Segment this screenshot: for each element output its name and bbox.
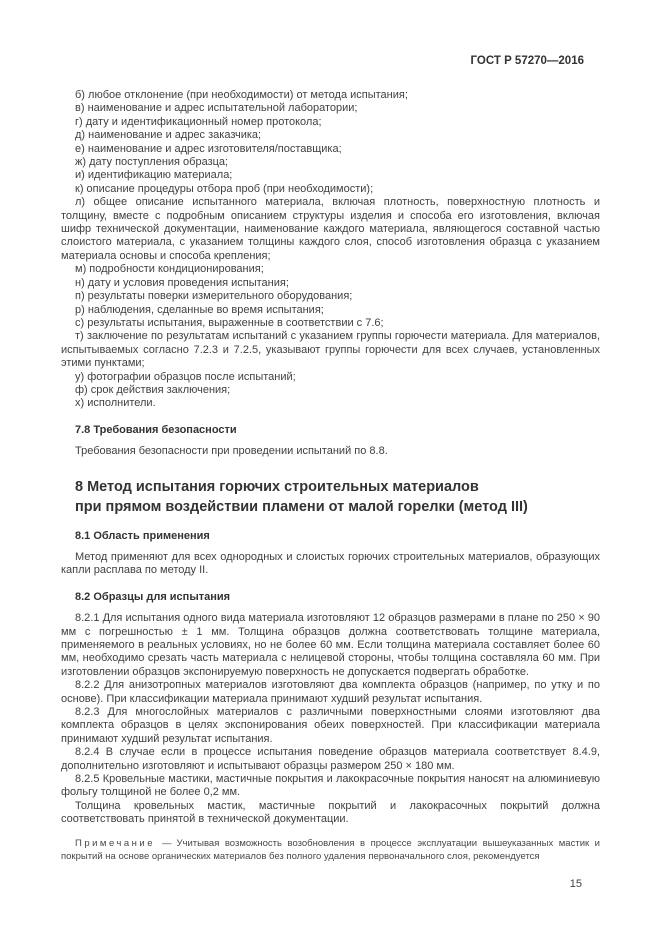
report-item: у) фотографии образцов после испытаний; bbox=[75, 370, 296, 383]
report-item: г) дату и идентификационный номер протокола; bbox=[75, 115, 322, 128]
section-8-2-paragraph: 8.2.5 Кровельные мастики, мастичные покрытия и лакокрасочные покрытия наносят на алюминиевую фольгу толщиной не более 0,2 мм. bbox=[61, 773, 600, 799]
section-8-2-paragraph: Толщина кровельных мастик, мастичные покрытий и лакокрасочных покрытий должна соответствовать принятой в технической документации. bbox=[61, 799, 600, 826]
section-8-heading-line1: 8 Метод испытания горючих строительных материалов bbox=[75, 478, 479, 495]
report-item: п) результаты поверки измерительного оборудования; bbox=[75, 290, 353, 303]
report-item: с) результаты испытания, выраженные в соответствии с 7.6; bbox=[75, 316, 384, 329]
report-item: х) исполнители. bbox=[75, 397, 156, 410]
report-item: н) дату и условия проведения испытания; bbox=[75, 276, 289, 289]
section-8-heading-line2: при прямом воздействии пламени от малой горелки (метод III) bbox=[75, 498, 528, 515]
note-text: Учитывая возможность возобновления в процессе эксплуатации вышеуказанных мастик и покрытий на основе органических материалов без полного удаления первоначального слоя, рекомендуется bbox=[61, 837, 600, 862]
note bbox=[61, 837, 600, 863]
report-item: р) наблюдения, сделанные во время испытания; bbox=[75, 303, 324, 316]
note-label: Примечание bbox=[75, 837, 155, 849]
report-item: к) описание процедуры отбора проб (при необходимости); bbox=[75, 182, 374, 195]
section-8-2-paragraph: 8.2.1 Для испытания одного вида материала изготовляют 12 образцов размерами в плане по 250 × 90 мм с погрешностью ± 1 мм. Толщина образцов должна соответствовать толщине материала, применяемого в реальных условиях, но не более 60 мм. Если толщина материала составляет более 60 мм, необходимо срезать часть материала с нелицевой стороны, чтобы толщина составляла 60 мм. При изготовлении образцов экспонируемую поверхность не допускается подвергать обработке. bbox=[61, 612, 600, 678]
section-7-8-body: Требования безопасности при проведении испытаний по 8.8. bbox=[75, 445, 388, 458]
report-item: б) любое отклонение (при необходимости) от метода испытания; bbox=[75, 89, 408, 101]
section-8-2-paragraph: 8.2.2 Для анизотропных материалов изготовляют два комплекта образцов (например, по утку и по основе). При классификации материала принимают худший результат испытания. bbox=[61, 679, 600, 705]
report-item: л) общее описание испытанного материала, включая плотность, поверхностную плотность и толщину, вместе с подробным описанием структуры изделия и способа его изготовления, включая шифр технической документации, наименование каждого материала, являющегося составной частью слоистого материала, с указанием толщины каждого слоя, способ изготовления образца с указанием материала основы и способа крепления; bbox=[61, 196, 600, 262]
section-8-1-heading: 8.1 Область применения bbox=[75, 529, 210, 542]
report-item: и) идентификацию материала; bbox=[75, 169, 233, 182]
report-item: д) наименование и адрес заказчика; bbox=[75, 129, 262, 142]
section-8-2-paragraph: 8.2.4 В случае если в процессе испытания поведение образцов материала соответствует 8.4.9, дополнительно изготовляют и испытывают образцы размером 250 × 180 мм. bbox=[61, 746, 600, 772]
section-8-2-heading: 8.2 Образцы для испытания bbox=[75, 590, 231, 603]
section-8-2-paragraph: 8.2.3 Для многослойных материалов с различными поверхностными слоями изготовляют два комплекта образцов в целях экспонирования обеих поверхностей. При классификации материала принимают худший результат испытания. bbox=[61, 706, 600, 745]
report-item: м) подробности кондиционирования; bbox=[75, 263, 264, 276]
report-items-list bbox=[61, 89, 600, 411]
report-item: в) наименование и адрес испытательной лаборатории; bbox=[75, 102, 358, 115]
report-item: ф) срок действия заключения; bbox=[75, 383, 231, 396]
doc-code-header: ГОСТ Р 57270—2016 bbox=[470, 55, 584, 67]
note-dash: — bbox=[162, 837, 172, 849]
section-8-1-body: Метод применяют для всех однородных и слоистых горючих строительных материалов, образующих капли расплава по методу II. bbox=[61, 550, 600, 577]
section-8-heading bbox=[61, 477, 600, 517]
section-7-8-heading: 7.8 Требования безопасности bbox=[75, 423, 237, 436]
report-item: т) заключение по результатам испытаний с указанием группы горючести материала. Для материалов, испытываемых согласно 7.2.3 и 7.2.5, указывают группы горючести для всех случаев, установленных этими пунктами; bbox=[61, 330, 600, 370]
report-item: ж) дату поступления образца; bbox=[75, 156, 229, 169]
page-content bbox=[61, 0, 600, 891]
page-number: 15 bbox=[569, 877, 582, 890]
report-item: е) наименование и адрес изготовителя/поставщика; bbox=[75, 142, 342, 155]
